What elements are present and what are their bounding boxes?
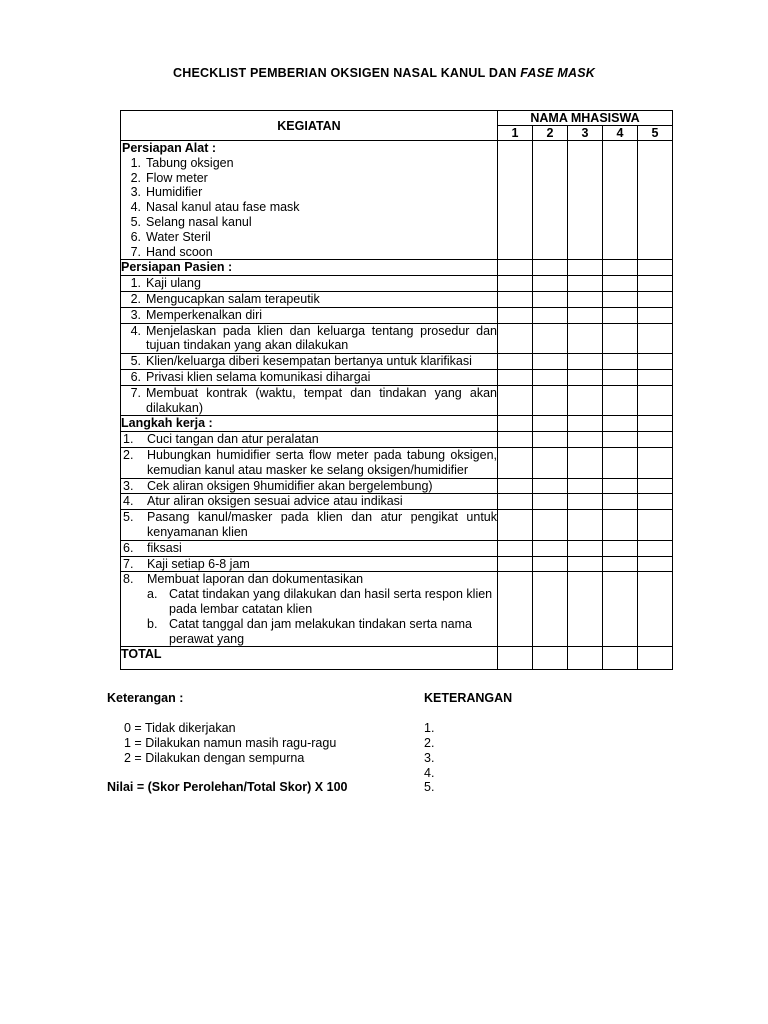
score-cell[interactable] xyxy=(603,260,638,276)
score-cell[interactable] xyxy=(603,494,638,510)
total-row xyxy=(121,647,673,670)
score-cell[interactable] xyxy=(533,416,568,432)
item-number: 3. xyxy=(130,185,141,200)
item-text: Menjelaskan pada klien dan keluarga tentang prosedur dan tujuan tindakan yang akan dilakukan xyxy=(146,323,497,353)
score-cell[interactable] xyxy=(533,647,568,670)
section-cell xyxy=(121,141,498,260)
table-row xyxy=(121,572,673,647)
score-cell[interactable] xyxy=(603,291,638,307)
checklist-item xyxy=(121,185,497,200)
item-number: 2. xyxy=(130,291,141,306)
checklist-item xyxy=(121,386,497,416)
table-row xyxy=(121,385,673,416)
item-text: Klien/keluarga diberi kesempatan bertanya untuk klarifikasi xyxy=(146,354,472,369)
checklist-item xyxy=(121,215,497,230)
score-cell[interactable] xyxy=(533,556,568,572)
checklist-item xyxy=(121,354,497,369)
kegiatan-cell xyxy=(121,323,498,354)
score-cell[interactable] xyxy=(638,385,673,416)
score-cell[interactable] xyxy=(603,556,638,572)
score-cell[interactable] xyxy=(568,354,603,370)
score-cell[interactable] xyxy=(568,276,603,292)
score-cell[interactable] xyxy=(603,447,638,478)
kegiatan-cell xyxy=(121,354,498,370)
total-label: TOTAL xyxy=(121,647,498,670)
score-cell[interactable] xyxy=(568,478,603,494)
score-cell[interactable] xyxy=(638,478,673,494)
score-cell[interactable] xyxy=(603,323,638,354)
score-cell[interactable] xyxy=(498,307,533,323)
nama-mahasiswa-header: NAMA MHASISWA xyxy=(498,111,673,126)
score-cell[interactable] xyxy=(568,307,603,323)
section-heading: Persiapan Pasien : xyxy=(121,260,498,276)
student-number: 4 xyxy=(603,126,638,141)
score-cell[interactable] xyxy=(498,141,533,260)
keterangan-label: Keterangan : xyxy=(107,691,184,705)
score-cell[interactable] xyxy=(568,416,603,432)
score-cell[interactable] xyxy=(568,447,603,478)
score-cell[interactable] xyxy=(638,447,673,478)
nilai-formula: Nilai = (Skor Perolehan/Total Skor) X 100 xyxy=(107,780,348,794)
score-cell[interactable] xyxy=(533,369,568,385)
item-number: 1. xyxy=(130,276,141,291)
item-text: Nasal kanul atau fase mask xyxy=(146,200,300,215)
score-cell[interactable] xyxy=(568,494,603,510)
kegiatan-cell xyxy=(121,369,498,385)
score-cell[interactable] xyxy=(533,572,568,647)
checklist-body xyxy=(121,141,673,647)
score-cell[interactable] xyxy=(603,354,638,370)
title-text: CHECKLIST PEMBERIAN OKSIGEN NASAL KANUL DAN xyxy=(173,66,521,80)
score-cell[interactable] xyxy=(533,385,568,416)
kegiatan-cell xyxy=(121,478,498,494)
checklist-item xyxy=(121,245,497,260)
student-number: 2 xyxy=(533,126,568,141)
sub-item xyxy=(121,617,497,647)
score-cell[interactable] xyxy=(638,647,673,670)
item-text: Privasi klien selama komunikasi dihargai xyxy=(146,369,371,384)
checklist-item xyxy=(121,276,497,291)
item-text: Selang nasal kanul xyxy=(146,214,252,229)
kegiatan-cell xyxy=(121,572,498,647)
item-number: 2. xyxy=(123,447,134,462)
sub-item-text: Catat tindakan yang dilakukan dan hasil serta respon klien pada lembar catatan klien xyxy=(169,587,493,616)
item-text: Hand scoon xyxy=(146,244,213,259)
score-legend-1: 1 = Dilakukan namun masih ragu-ragu xyxy=(124,736,337,750)
item-number: 1. xyxy=(130,155,141,170)
score-cell[interactable] xyxy=(568,385,603,416)
score-cell[interactable] xyxy=(638,432,673,448)
table-row xyxy=(121,307,673,323)
score-cell[interactable] xyxy=(638,494,673,510)
score-cell[interactable] xyxy=(533,540,568,556)
keterangan-right-heading: KETERANGAN xyxy=(424,691,513,705)
item-number: 1. xyxy=(123,432,134,447)
score-cell[interactable] xyxy=(638,510,673,541)
score-cell[interactable] xyxy=(638,556,673,572)
table-row xyxy=(121,494,673,510)
table-row xyxy=(121,323,673,354)
keterangan-number: 3. xyxy=(424,751,435,765)
score-cell[interactable] xyxy=(638,416,673,432)
section-row xyxy=(121,141,673,260)
score-cell[interactable] xyxy=(533,354,568,370)
score-cell[interactable] xyxy=(568,141,603,260)
score-cell[interactable] xyxy=(638,307,673,323)
score-cell[interactable] xyxy=(533,447,568,478)
checklist-item xyxy=(121,230,497,245)
kegiatan-cell xyxy=(121,432,498,448)
score-cell[interactable] xyxy=(568,647,603,670)
score-cell[interactable] xyxy=(603,572,638,647)
score-cell[interactable] xyxy=(638,260,673,276)
score-cell[interactable] xyxy=(638,572,673,647)
checklist-item xyxy=(121,292,497,307)
score-cell[interactable] xyxy=(603,478,638,494)
kegiatan-cell xyxy=(121,385,498,416)
item-text: fiksasi xyxy=(147,540,182,555)
score-cell[interactable] xyxy=(498,260,533,276)
item-number: 3. xyxy=(123,478,134,493)
kegiatan-cell xyxy=(121,447,498,478)
table-row xyxy=(121,510,673,541)
score-cell[interactable] xyxy=(533,510,568,541)
item-text: Tabung oksigen xyxy=(146,155,234,170)
item-number: 2. xyxy=(130,170,141,185)
checklist-item xyxy=(121,171,497,186)
keterangan-number: 2. xyxy=(424,736,435,750)
student-number: 3 xyxy=(568,126,603,141)
score-cell[interactable] xyxy=(638,354,673,370)
score-cell[interactable] xyxy=(533,478,568,494)
student-number: 1 xyxy=(498,126,533,141)
score-cell[interactable] xyxy=(603,276,638,292)
kegiatan-header: KEGIATAN xyxy=(121,111,498,141)
score-cell[interactable] xyxy=(568,556,603,572)
item-number: 7. xyxy=(123,556,134,571)
score-cell[interactable] xyxy=(638,323,673,354)
table-row xyxy=(121,291,673,307)
sub-item-letter: b. xyxy=(147,616,158,631)
score-cell[interactable] xyxy=(603,432,638,448)
item-text: Hubungkan humidifier serta flow meter pada tabung oksigen, kemudian kanul atau masker ke selang oksigen/humidifier xyxy=(147,447,497,477)
item-number: 7. xyxy=(130,385,141,400)
item-number: 4. xyxy=(130,200,141,215)
score-cell[interactable] xyxy=(498,432,533,448)
score-cell[interactable] xyxy=(568,572,603,647)
item-text: Water Steril xyxy=(146,229,211,244)
score-cell[interactable] xyxy=(498,354,533,370)
score-cell[interactable] xyxy=(603,416,638,432)
section-heading-row xyxy=(121,416,673,432)
item-number: 6. xyxy=(130,229,141,244)
kegiatan-cell xyxy=(121,540,498,556)
sub-item-text: Catat tanggal dan jam melakukan tindakan serta nama perawat yang xyxy=(169,616,472,646)
item-text: Flow meter xyxy=(146,170,208,185)
checklist-item xyxy=(121,200,497,215)
title-italic-text: FASE MASK xyxy=(520,66,595,80)
score-cell[interactable] xyxy=(638,141,673,260)
score-cell[interactable] xyxy=(498,416,533,432)
item-number: 5. xyxy=(130,354,141,369)
score-cell[interactable] xyxy=(533,432,568,448)
score-cell[interactable] xyxy=(638,291,673,307)
keterangan-number: 5. xyxy=(424,780,435,794)
item-number: 5. xyxy=(123,510,134,525)
kegiatan-cell xyxy=(121,291,498,307)
score-cell[interactable] xyxy=(533,141,568,260)
checklist-item xyxy=(121,557,497,572)
score-cell[interactable] xyxy=(498,494,533,510)
item-number: 8. xyxy=(123,572,134,587)
student-number: 5 xyxy=(638,126,673,141)
score-cell[interactable] xyxy=(498,276,533,292)
kegiatan-cell xyxy=(121,494,498,510)
score-cell[interactable] xyxy=(603,510,638,541)
score-cell[interactable] xyxy=(498,323,533,354)
score-cell[interactable] xyxy=(638,369,673,385)
checklist-item xyxy=(121,510,497,540)
item-number: 5. xyxy=(130,214,141,229)
table-row xyxy=(121,540,673,556)
item-text: Mengucapkan salam terapeutik xyxy=(146,291,320,306)
score-cell[interactable] xyxy=(498,540,533,556)
score-cell[interactable] xyxy=(533,276,568,292)
score-cell[interactable] xyxy=(568,540,603,556)
item-text: Atur aliran oksigen sesuai advice atau indikasi xyxy=(147,494,403,509)
score-cell[interactable] xyxy=(498,510,533,541)
table-row xyxy=(121,369,673,385)
checklist-item xyxy=(121,308,497,323)
score-cell[interactable] xyxy=(498,647,533,670)
table-row xyxy=(121,447,673,478)
item-number: 7. xyxy=(130,244,141,259)
item-text: Cuci tangan dan atur peralatan xyxy=(147,432,319,447)
checklist-item xyxy=(121,541,497,556)
score-cell[interactable] xyxy=(498,572,533,647)
item-text: Pasang kanul/masker pada klien dan atur pengikat untuk kenyamanan klien xyxy=(147,510,497,539)
score-cell[interactable] xyxy=(568,291,603,307)
table-row xyxy=(121,432,673,448)
section-heading: Persiapan Alat : xyxy=(122,141,217,155)
checklist-item xyxy=(121,156,497,171)
score-cell[interactable] xyxy=(568,369,603,385)
kegiatan-cell xyxy=(121,556,498,572)
document-title xyxy=(0,66,768,80)
score-cell[interactable] xyxy=(603,540,638,556)
sub-item xyxy=(121,587,497,617)
checklist-item xyxy=(121,324,497,354)
score-cell[interactable] xyxy=(498,291,533,307)
score-cell[interactable] xyxy=(603,307,638,323)
item-text: Kaji ulang xyxy=(146,276,201,291)
score-cell[interactable] xyxy=(568,432,603,448)
section-heading-row xyxy=(121,260,673,276)
item-number: 6. xyxy=(130,369,141,384)
score-cell[interactable] xyxy=(603,385,638,416)
item-text: Cek aliran oksigen 9humidifier akan bergelembung) xyxy=(147,478,433,493)
kegiatan-cell xyxy=(121,510,498,541)
score-cell[interactable] xyxy=(603,647,638,670)
score-cell[interactable] xyxy=(638,540,673,556)
sub-item-letter: a. xyxy=(147,587,158,602)
keterangan-number: 4. xyxy=(424,766,435,780)
score-legend-0: 0 = Tidak dikerjakan xyxy=(124,721,236,735)
score-cell[interactable] xyxy=(568,510,603,541)
table-row xyxy=(121,276,673,292)
score-cell[interactable] xyxy=(498,385,533,416)
table-row xyxy=(121,478,673,494)
score-cell[interactable] xyxy=(603,141,638,260)
checklist-item xyxy=(121,479,497,494)
score-cell[interactable] xyxy=(533,323,568,354)
table-row xyxy=(121,354,673,370)
checklist-item xyxy=(121,370,497,385)
checklist-item xyxy=(121,448,497,478)
item-text: Humidifier xyxy=(146,185,203,200)
checklist-table xyxy=(120,110,673,670)
item-number: 4. xyxy=(130,323,141,338)
table-row xyxy=(121,556,673,572)
score-cell[interactable] xyxy=(533,260,568,276)
score-cell[interactable] xyxy=(498,478,533,494)
keterangan-number: 1. xyxy=(424,721,435,735)
kegiatan-cell xyxy=(121,307,498,323)
section-heading: Langkah kerja : xyxy=(121,416,498,432)
item-number: 4. xyxy=(123,494,134,509)
score-cell[interactable] xyxy=(498,556,533,572)
score-cell[interactable] xyxy=(498,369,533,385)
checklist-item xyxy=(121,494,497,509)
item-text: Membuat kontrak (waktu, tempat dan tindakan yang akan dilakukan) xyxy=(146,385,497,415)
item-text: Kaji setiap 6-8 jam xyxy=(147,556,250,571)
checklist-item xyxy=(121,432,497,447)
score-cell[interactable] xyxy=(533,494,568,510)
score-cell[interactable] xyxy=(638,276,673,292)
score-legend-2: 2 = Dilakukan dengan sempurna xyxy=(124,751,305,765)
item-text: Membuat laporan dan dokumentasikan xyxy=(147,572,364,587)
score-cell[interactable] xyxy=(533,307,568,323)
score-cell[interactable] xyxy=(568,323,603,354)
item-number: 3. xyxy=(130,307,141,322)
item-text: Memperkenalkan diri xyxy=(146,307,263,322)
item-number: 6. xyxy=(123,540,134,555)
checklist-item xyxy=(121,572,497,587)
score-cell[interactable] xyxy=(568,260,603,276)
kegiatan-cell xyxy=(121,276,498,292)
score-cell[interactable] xyxy=(533,291,568,307)
score-cell[interactable] xyxy=(603,369,638,385)
score-cell[interactable] xyxy=(498,447,533,478)
